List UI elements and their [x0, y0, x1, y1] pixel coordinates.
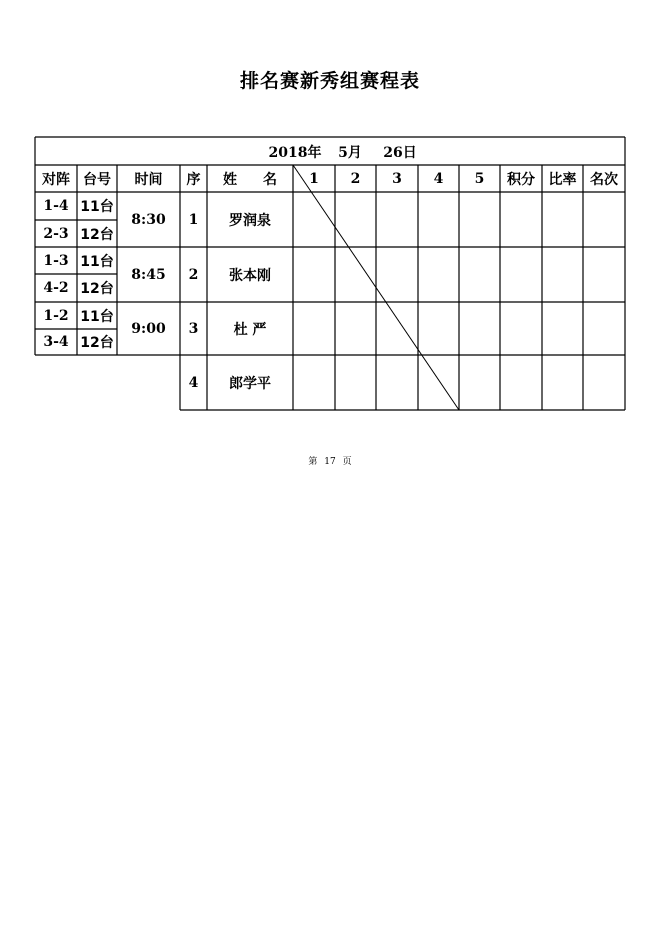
date-month: 5月 [338, 145, 362, 161]
date-day: 26日 [383, 145, 417, 161]
player-name: 郎学平 [229, 375, 271, 392]
header-name [207, 165, 293, 192]
header-rank: 名次 [590, 171, 618, 188]
page-footer [0, 454, 660, 467]
footer-suffix: 页 [342, 457, 352, 467]
header-col-5: 5 [474, 170, 485, 187]
player-name: 张本刚 [229, 267, 271, 284]
matchup-cell: 1-4 [43, 198, 69, 214]
table-cell: 12台 [80, 335, 114, 351]
header-col-2: 2 [350, 170, 361, 187]
player-name: 罗润泉 [229, 212, 271, 229]
header-name-first: 姓 [223, 171, 237, 188]
page-title: 排名赛新秀组赛程表 [239, 70, 420, 92]
matchup-cell: 1-3 [43, 252, 69, 269]
table-cell: 11台 [80, 199, 114, 215]
player-name: 杜 严 [233, 321, 267, 338]
table-cell: 11台 [80, 253, 114, 270]
player-seq: 2 [188, 266, 199, 283]
player-seq: 1 [188, 211, 199, 228]
matchup-cell: 3-4 [43, 334, 69, 350]
header-matchup: 对阵 [42, 171, 70, 188]
header-seq: 序 [186, 171, 201, 188]
header-table-no: 台号 [83, 171, 111, 188]
header-points: 积分 [507, 171, 535, 188]
player-seq: 4 [188, 374, 199, 391]
date-year: 2018年 [268, 145, 322, 161]
header-col-4: 4 [433, 170, 444, 187]
header-time: 时间 [134, 171, 163, 188]
footer-prefix: 第 [308, 457, 318, 467]
header-col-3: 3 [392, 170, 402, 187]
time-cell: 8:45 [131, 266, 166, 283]
header-ratio: 比率 [548, 171, 577, 188]
table-cell: 11台 [80, 308, 114, 325]
header-name-second: 名 [263, 171, 277, 188]
player-seq: 3 [188, 320, 199, 337]
time-cell: 8:30 [131, 211, 166, 228]
footer-page-number: 17 [324, 457, 336, 467]
time-cell: 9:00 [131, 320, 166, 337]
matchup-cell: 4-2 [43, 280, 69, 296]
header-col-1: 1 [309, 170, 319, 187]
matchup-cell: 1-2 [43, 307, 69, 324]
table-cell: 12台 [80, 226, 114, 243]
matchup-cell: 2-3 [43, 225, 69, 242]
table-cell: 12台 [80, 281, 114, 297]
